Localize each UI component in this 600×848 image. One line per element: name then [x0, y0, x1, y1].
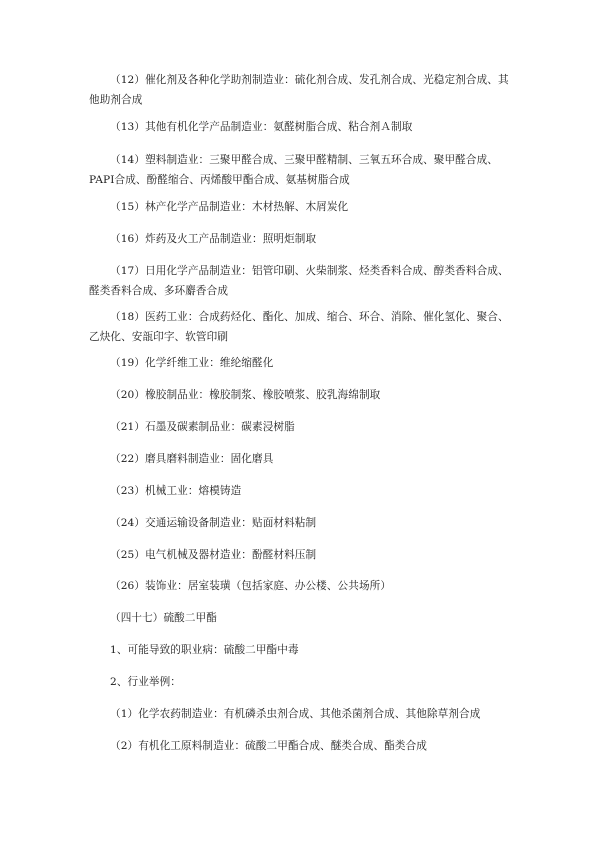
industry-example-1: （1）化学农药制造业：有机磷杀虫剂合成、其他杀菌剂合成、其他除草剂合成 [110, 708, 481, 720]
paragraph-item-21: （21）石墨及碳素制品业：碳素浸树脂 [110, 421, 295, 433]
paragraph-item-15: （15）林产化学产品制造业：木材热解、木屑炭化 [110, 201, 349, 213]
paragraph-item-16: （16）炸药及火工产品制造业：照明炬制取 [110, 233, 317, 245]
paragraph-item-19: （19）化学纤维工业：维纶缩醛化 [110, 357, 274, 369]
paragraph-item-17: （17）日用化学产品制造业：铝管印刷、火柴制浆、烃类香料合成、醇类香料合成、醛类香料合成、多环麝香合成 [89, 265, 509, 297]
paragraph-item-24: （24）交通运输设备制造业：贴面材料粘制 [110, 517, 317, 529]
paragraph-item-23: （23）机械工业：熔模铸造 [110, 485, 242, 497]
paragraph-item-14: （14）塑料制造业：三聚甲醛合成、三聚甲醛精制、三氧五环合成、聚甲醛合成、PAPI合成、酚醛缩合、丙烯酸甲酯合成、氨基树脂合成 [89, 154, 498, 186]
paragraph-item-26: （26）装饰业：居室装璜（包括家庭、办公楼、公共场所） [110, 580, 392, 592]
paragraph-item-22: （22）磨具磨料制造业：固化磨具 [110, 453, 274, 465]
occupational-disease-line: 1、可能导致的职业病：硫酸二甲酯中毒 [110, 644, 299, 656]
industry-examples-heading: 2、行业举例： [110, 676, 182, 688]
industry-example-2: （2）有机化工原料制造业：硫酸二甲酯合成、醚类合成、酯类合成 [110, 740, 427, 752]
paragraph-item-18: （18）医药工业：合成药烃化、酯化、加成、缩合、环合、消除、催化氢化、聚合、乙炔化、安瓿印字、软管印刷 [89, 311, 509, 343]
paragraph-item-25: （25）电气机械及器材造业：酚醛材料压制 [110, 549, 317, 561]
paragraph-item-12: （12）催化剂及各种化学助剂制造业：硫化剂合成、发孔剂合成、光稳定剂合成、其他助剂合成 [89, 74, 509, 106]
section-heading-dimethyl-sulfate: （四十七）硫酸二甲酯 [110, 612, 217, 624]
paragraph-item-20: （20）橡胶制品业：橡胶制浆、橡胶喷浆、胶乳海绵制取 [110, 389, 381, 401]
paragraph-item-13: （13）其他有机化学产品制造业：氨醛树脂合成、粘合剂Ａ制取 [110, 121, 413, 133]
